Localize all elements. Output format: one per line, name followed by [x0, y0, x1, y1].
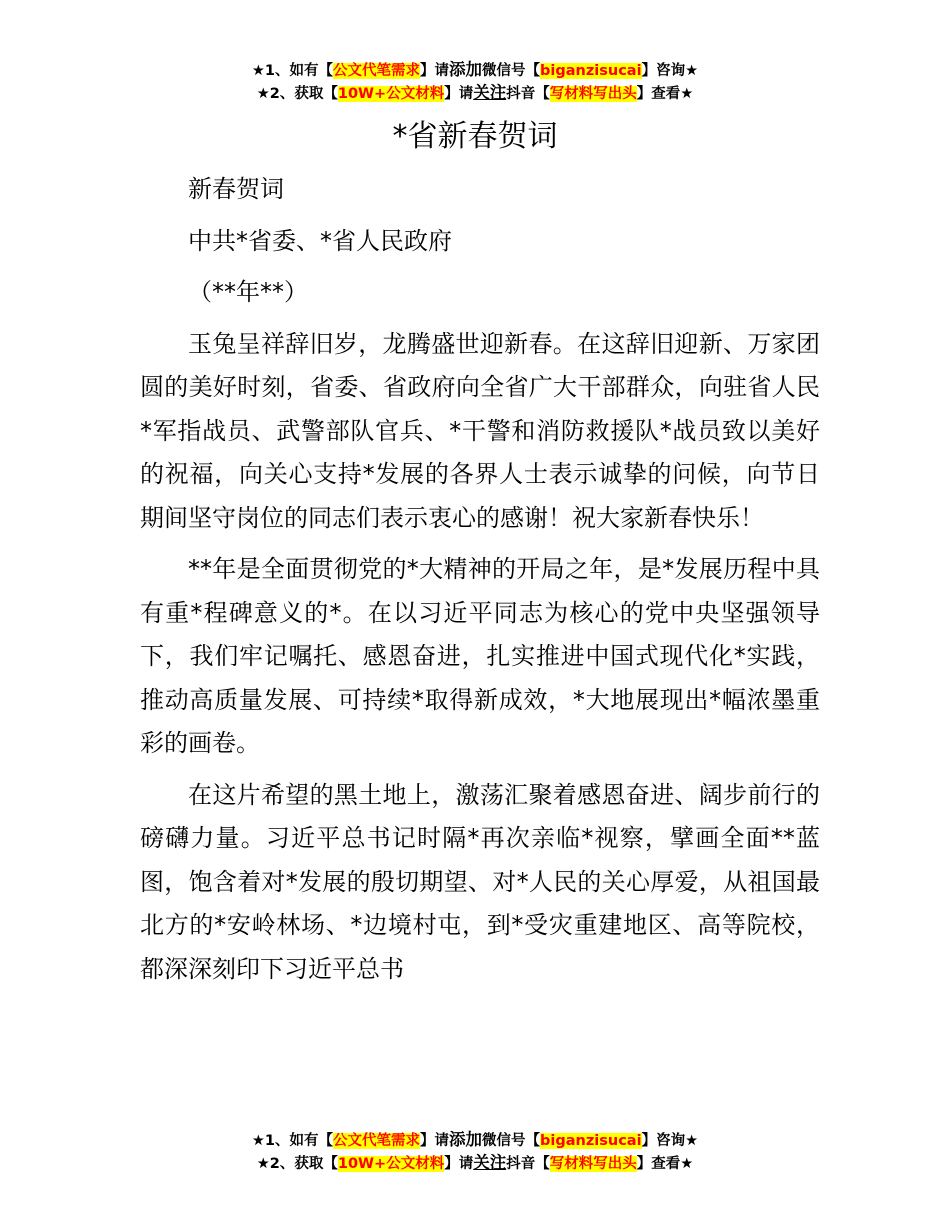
- bracket: 】: [636, 86, 652, 102]
- bracket: 【: [525, 1133, 541, 1149]
- bracket: 【: [318, 63, 334, 79]
- banner-highlight-wechat: biganzisucai: [540, 63, 642, 79]
- banner-text: 2、获取: [269, 86, 324, 102]
- banner-text: 咨询: [656, 63, 686, 79]
- banner-emphasis: 关注: [473, 83, 507, 102]
- document-subtitle: 新春贺词: [188, 175, 284, 203]
- banner-line-1: [0, 58, 950, 81]
- bracket: 】: [444, 86, 459, 102]
- document-title: *省新春贺词: [392, 119, 558, 154]
- document-body: [140, 168, 820, 999]
- banner-text: 查看: [651, 1156, 681, 1172]
- document-author: 中共*省委、*省人民政府: [188, 226, 452, 255]
- bracket: 】: [636, 1156, 652, 1172]
- bracket: 】: [420, 63, 435, 79]
- banner-emphasis: 添加: [449, 60, 483, 79]
- banner-text: 请: [458, 86, 474, 102]
- banner-highlight: 10W+公文材料: [337, 86, 445, 102]
- document-date: （**年**）: [188, 278, 308, 306]
- bracket: 【: [318, 1133, 334, 1149]
- body-paragraph: **年是全面贯彻党的*大精神的开局之年，是*发展历程中具有重*程碑意义的*。在以习近平同志为核心的党中央坚强领导下，我们牢记嘱托、感恩奋进，扎实推进中国式现代化*实践，推动高质量发展、可持续*取得新成效，*大地展现出*幅浓墨重彩的画卷。: [140, 555, 820, 757]
- banner-line-2: [0, 81, 950, 104]
- banner-highlight-douyin: 写材料写出头: [549, 86, 637, 102]
- bracket: 【: [323, 1156, 338, 1172]
- star-icon: ★: [251, 63, 265, 79]
- bracket: 【: [535, 1156, 550, 1172]
- banner-text: 咨询: [656, 1133, 686, 1149]
- star-icon: ★: [256, 1156, 270, 1172]
- body-paragraph: 玉兔呈祥辞旧岁，龙腾盛世迎新春。在这辞旧迎新、万家团圆的美好时刻，省委、省政府向全省广大干部群众，向驻省人民*军指战员、武警部队官兵、*干警和消防救援队*战员致以美好的祝福，向关心支持*发展的各界人士表示诚挚的问候，向节日期间坚守岗位的同志们表示衷心的感谢！祝大家新春快乐！: [140, 329, 820, 532]
- bracket: 】: [444, 1156, 459, 1172]
- banner-emphasis: 关注: [473, 1153, 507, 1172]
- header-banner: [0, 58, 950, 104]
- banner-text: 抖音: [506, 1156, 536, 1172]
- banner-text: 请: [434, 1133, 450, 1149]
- banner-text: 抖音: [506, 86, 536, 102]
- banner-text: 微信号: [482, 63, 526, 79]
- bracket: 【: [535, 86, 550, 102]
- banner-highlight: 10W+公文材料: [337, 1156, 445, 1172]
- banner-text: 查看: [651, 86, 681, 102]
- banner-text: 请: [458, 1156, 474, 1172]
- bracket: 】: [641, 63, 657, 79]
- banner-line-2: [0, 1151, 950, 1174]
- banner-highlight: 公文代笔需求: [333, 63, 421, 79]
- banner-highlight: 公文代笔需求: [333, 1133, 421, 1149]
- banner-highlight-wechat: biganzisucai: [540, 1133, 642, 1149]
- star-icon: ★: [680, 1156, 694, 1172]
- banner-emphasis: 添加: [449, 1130, 483, 1149]
- bracket: 【: [323, 86, 338, 102]
- banner-text: 1、如有: [264, 1133, 319, 1149]
- bracket: 】: [420, 1133, 435, 1149]
- bracket: 】: [641, 1133, 657, 1149]
- banner-text: 请: [434, 63, 450, 79]
- banner-text: 微信号: [482, 1133, 526, 1149]
- banner-text: 2、获取: [269, 1156, 324, 1172]
- star-icon: ★: [256, 86, 270, 102]
- star-icon: ★: [680, 86, 694, 102]
- body-paragraph: 在这片希望的黑土地上，激荡汇聚着感恩奋进、阔步前行的磅礴力量。习近平总书记时隔*再次亲临*视察，擘画全面**蓝图，饱含着对*发展的殷切期望、对*人民的关心厚爱，从祖国最北方的*安岭林场、*边境村屯，到*受灾重建地区、高等院校，都深深刻印下习近平总书: [140, 780, 820, 983]
- banner-line-1: [0, 1128, 950, 1151]
- footer-banner: [0, 1128, 950, 1174]
- banner-highlight-douyin: 写材料写出头: [549, 1156, 637, 1172]
- star-icon: ★: [685, 1133, 699, 1149]
- star-icon: ★: [685, 63, 699, 79]
- banner-text: 1、如有: [264, 63, 319, 79]
- star-icon: ★: [251, 1133, 265, 1149]
- bracket: 【: [525, 63, 541, 79]
